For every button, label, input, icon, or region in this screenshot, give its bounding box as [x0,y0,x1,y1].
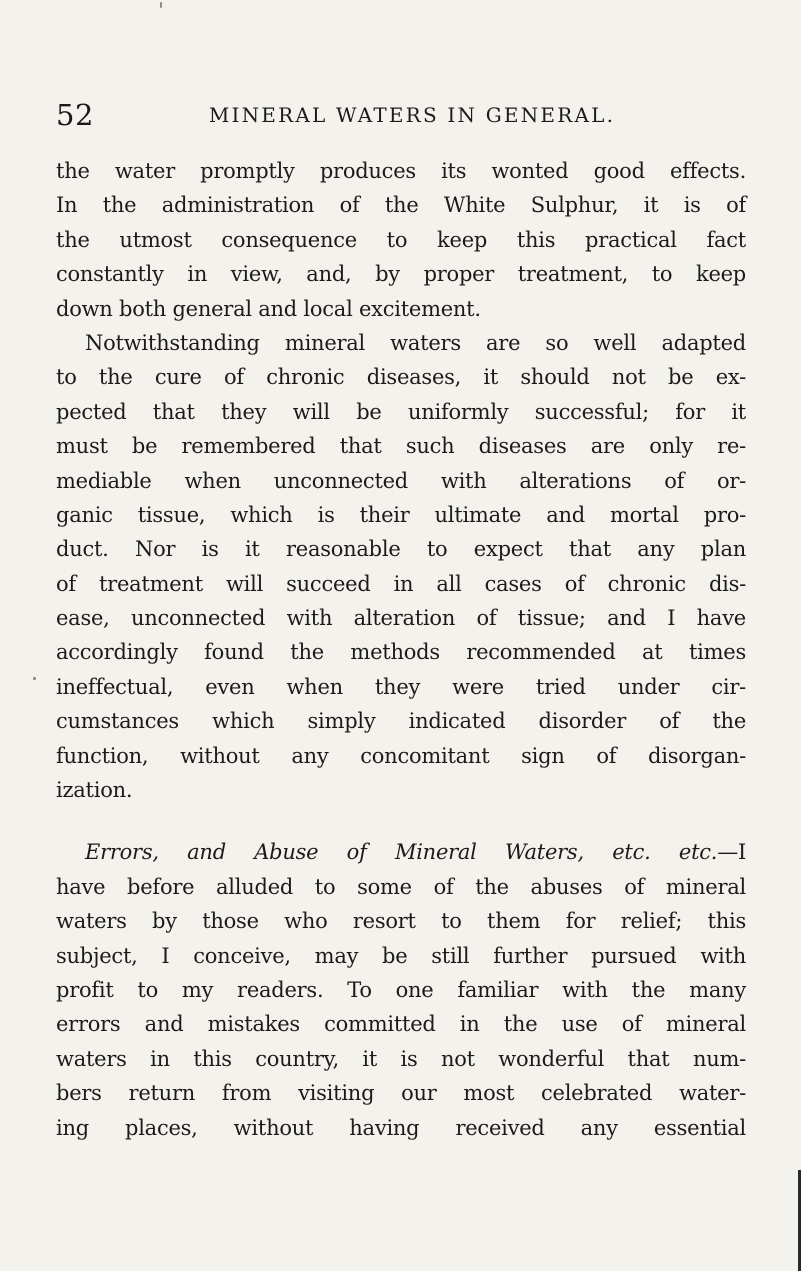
text-line: constantly in view, and, by proper treatment, to keep [56,262,746,287]
section-gap [56,807,746,835]
running-head [56,95,746,135]
section-heading-line [56,835,746,869]
text-line: down both general and local excitement. [56,296,481,321]
text-line: the water promptly produces its wonted good effects. [56,159,746,183]
text-line: In the administration of the White Sulphur, it is of [56,193,746,218]
text-line: bers return from visiting our most celebrated water- [56,1081,746,1106]
section-heading-dash: —I [717,840,746,865]
text-line: ease, unconnected with alteration of tissue; and I have [56,606,746,631]
paper-speck [160,2,162,8]
text-line: must be remembered that such diseases are only re- [56,434,746,459]
text-line: duct. Nor is it reasonable to expect that any plan [56,537,746,562]
text-line: ganic tissue, which is their ultimate and mortal pro- [56,502,746,527]
text-line: cumstances which simply indicated disorder of the [56,709,746,734]
text-line: function, without any concomitant sign of disorgan- [56,743,746,768]
body-text [56,154,746,1145]
text-line: subject, I conceive, may be still further pursued with [56,943,746,968]
text-line: mediable when unconnected with alterations of or- [56,468,746,493]
text-line: to the cure of chronic diseases, it should not be ex- [56,365,746,390]
page-number: 52 [56,98,94,132]
text-line: ization. [56,778,133,803]
text-line: accordingly found the methods recommended at times [56,640,746,665]
text-line: ineffectual, even when they were tried under cir- [56,674,746,699]
text-line: pected that they will be uniformly successful; for it [56,399,746,424]
text-line: have before alluded to some of the abuses of mineral [56,874,746,899]
text-line: waters in this country, it is not wonderful that num- [56,1046,746,1071]
paper-speck [33,677,36,680]
text-line: ing places, without having received any essential [56,1115,746,1140]
text-line: profit to my readers. To one familiar with the many [56,977,746,1002]
section-heading: Errors, and Abuse of Mineral Waters, etc. etc. [85,840,718,865]
text-line: of treatment will succeed in all cases of chronic dis- [56,571,746,596]
text-line: the utmost consequence to keep this practical fact [56,227,746,252]
text-line: Notwithstanding mineral waters are so well adapted [85,330,746,355]
running-title: MINERAL WATERS IN GENERAL. [208,103,616,127]
text-line: errors and mistakes committed in the use of mineral [56,1012,746,1037]
text-line: waters by those who resort to them for relief; this [56,909,746,934]
